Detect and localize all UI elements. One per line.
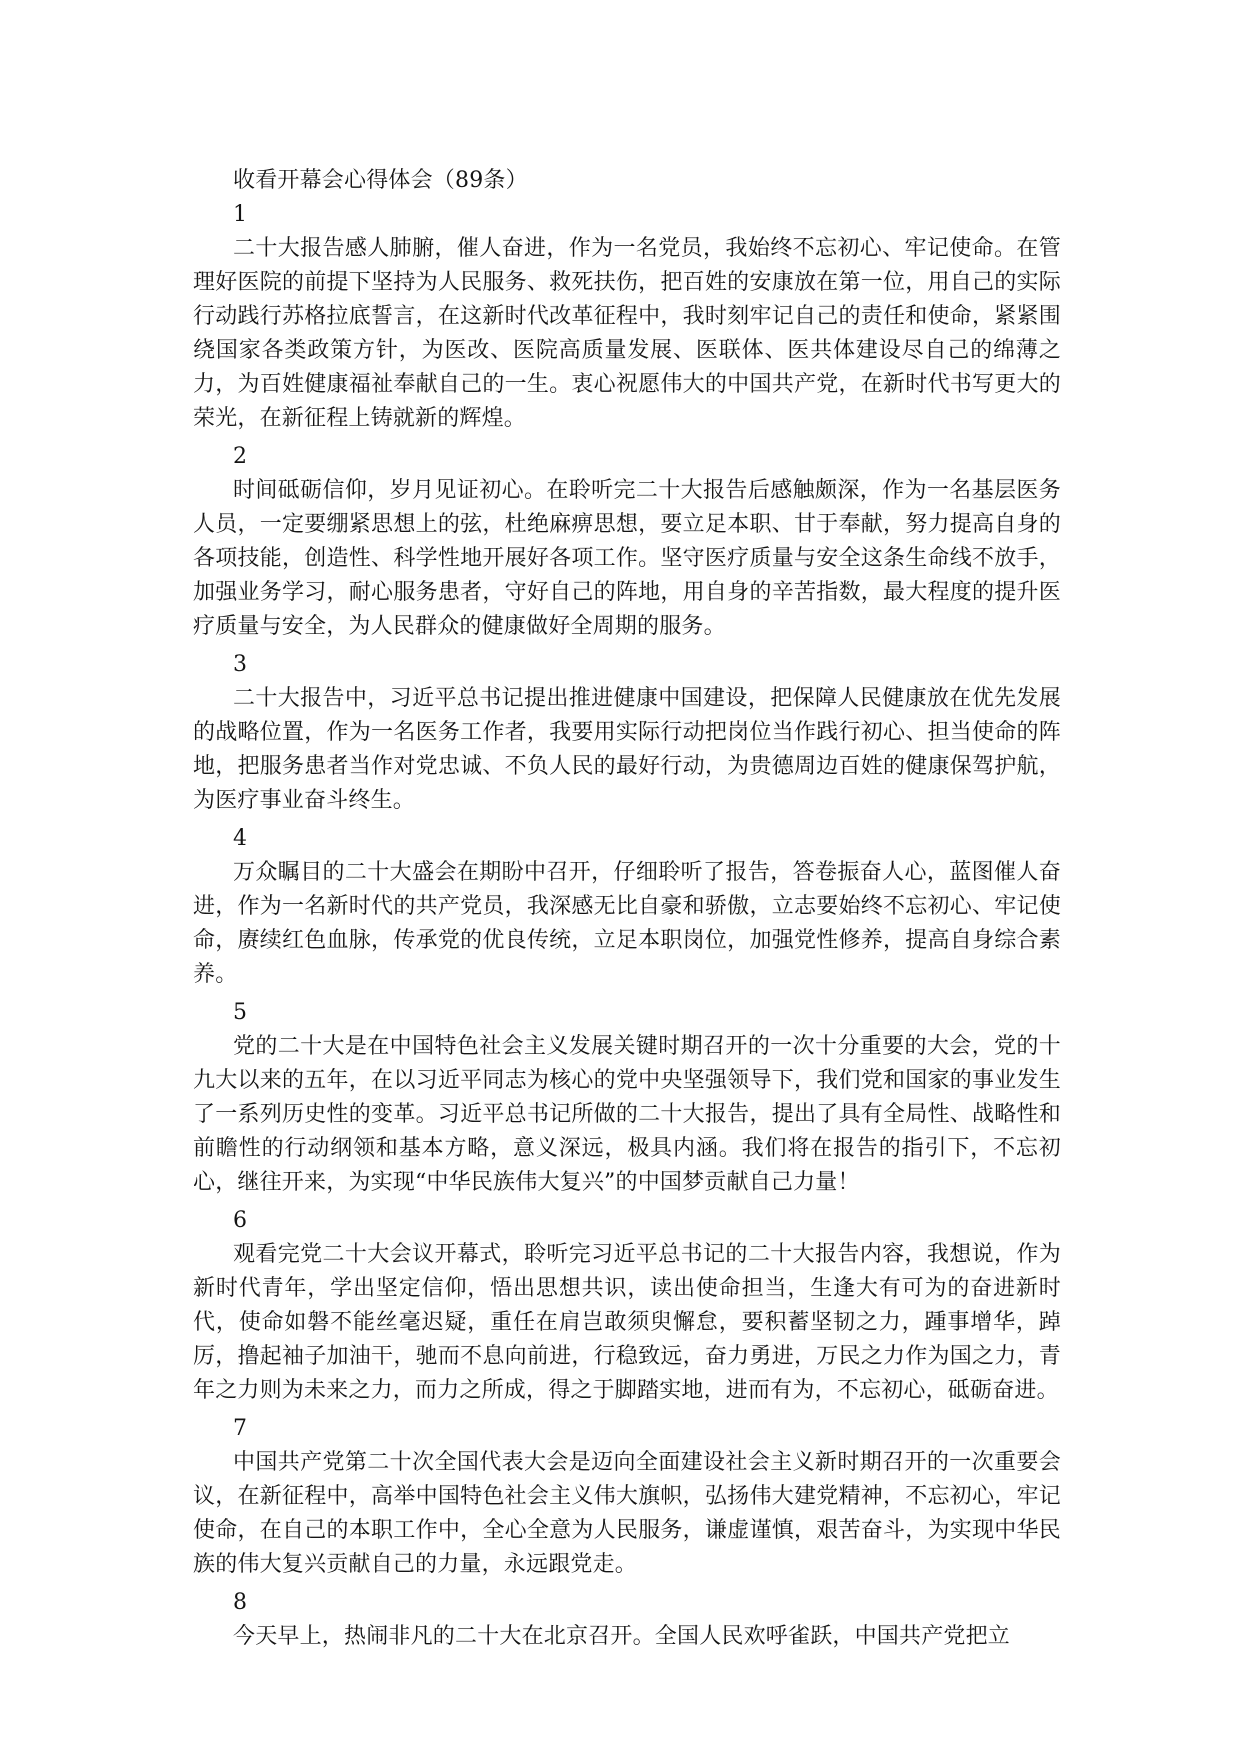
entry-text: 中国共产党第二十次全国代表大会是迈向全面建设社会主义新时期召开的一次重要会议，在新征程中，高举中国特色社会主义伟大旗帜，弘扬伟大建党精神，不忘初心，牢记使命，在自己的本职工作中，全心全意为人民服务，谦虚谨慎，艰苦奋斗，为实现中华民族的伟大复兴贡献自己的力量，永远跟党走。 [193, 1450, 1061, 1577]
entry-number: 8 [233, 1590, 248, 1615]
entry-text: 二十大报告感人肺腑，催人奋进，作为一名党员，我始终不忘初心、牢记使命。在管理好医院的前提下坚持为人民服务、救死扶伤，把百姓的安康放在第一位，用自己的实际行动践行苏格拉底誓言，在这新时代改革征程中，我时刻牢记自己的责任和使命，紧紧围绕国家各类政策方针，为医改、医院高质量发展、医联体、医共体建设尽自己的绵薄之力，为百姓健康福祉奉献自己的一生。衷心祝愿伟大的中国共产党，在新时代书写更大的荣光，在新征程上铸就新的辉煌。 [193, 236, 1061, 431]
entry-number: 2 [233, 444, 248, 469]
entry-number: 5 [233, 1000, 248, 1025]
document-title: 收看开幕会心得体会（89条） [233, 168, 528, 193]
entry-number: 7 [233, 1416, 248, 1441]
entry-6 [193, 1204, 1061, 1408]
entry-text: 二十大报告中，习近平总书记提出推进健康中国建设，把保障人民健康放在优先发展的战略位置，作为一名医务工作者，我要用实际行动把岗位当作践行初心、担当使命的阵地，把服务患者当作对党忠诚、不负人民的最好行动，为贵德周边百姓的健康保驾护航，为医疗事业奋斗终生。 [193, 686, 1061, 813]
entry-number: 1 [233, 202, 248, 227]
entry-7 [193, 1412, 1061, 1582]
entry-number: 3 [233, 652, 248, 677]
entry-5 [193, 996, 1061, 1200]
entry-number: 4 [233, 826, 248, 851]
entry-text: 万众瞩目的二十大盛会在期盼中召开，仔细聆听了报告，答卷振奋人心，蓝图催人奋进，作为一名新时代的共产党员，我深感无比自豪和骄傲，立志要始终不忘初心、牢记使命，赓续红色血脉，传承党的优良传统，立足本职岗位，加强党性修养，提高自身综合素养。 [193, 860, 1061, 987]
entry-1 [193, 198, 1061, 436]
entry-text: 今天早上，热闹非凡的二十大在北京召开。全国人民欢呼雀跃，中国共产党把立 [233, 1624, 1011, 1649]
entry-3 [193, 648, 1061, 818]
entry-2 [193, 440, 1061, 644]
entry-text: 时间砥砺信仰，岁月见证初心。在聆听完二十大报告后感触颇深，作为一名基层医务人员，一定要绷紧思想上的弦，杜绝麻痹思想，要立足本职、甘于奉献，努力提高自身的各项技能，创造性、科学性地开展好各项工作。坚守医疗质量与安全这条生命线不放手，加强业务学习，耐心服务患者，守好自己的阵地，用自身的辛苦指数，最大程度的提升医疗质量与安全，为人民群众的健康做好全周期的服务。 [193, 478, 1061, 639]
entry-8 [193, 1586, 1061, 1654]
entry-number: 6 [233, 1208, 248, 1233]
entry-text: 观看完党二十大会议开幕式，聆听完习近平总书记的二十大报告内容，我想说，作为新时代青年，学出坚定信仰，悟出思想共识，读出使命担当，生逢大有可为的奋进新时代，使命如磐不能丝毫迟疑，重任在肩岂敢须臾懈怠，要积蓄坚韧之力，踵事增华，踔厉，撸起袖子加油干，驰而不息向前进，行稳致远，奋力勇进，万民之力作为国之力，青年之力则为未来之力，而力之所成，得之于脚踏实地，进而有为，不忘初心，砥砺奋进。 [193, 1242, 1061, 1403]
entry-4 [193, 822, 1061, 992]
document-body [193, 164, 1061, 1658]
entry-text: 党的二十大是在中国特色社会主义发展关键时期召开的一次十分重要的大会，党的十九大以来的五年，在以习近平同志为核心的党中央坚强领导下，我们党和国家的事业发生了一系列历史性的变革。习近平总书记所做的二十大报告，提出了具有全局性、战略性和前瞻性的行动纲领和基本方略，意义深远，极具内涵。我们将在报告的指引下，不忘初心，继往开来，为实现“中华民族伟大复兴”的中国梦贡献自己力量！ [193, 1034, 1061, 1195]
